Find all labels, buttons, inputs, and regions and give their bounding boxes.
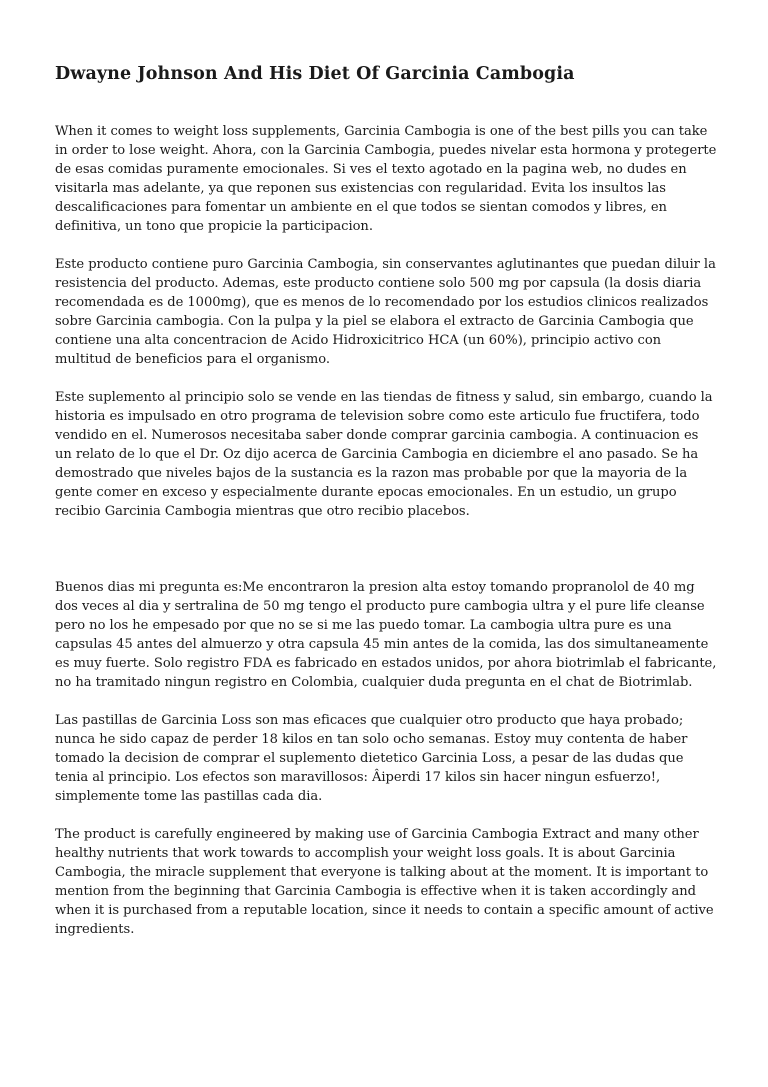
paragraph-1: When it comes to weight loss supplements, Garcinia Cambogia is one of the best pills you can take in order to lose weight. Ahora, con la Garcinia Cambogia, puedes nivelar esta hormona y protegerte de esas comidas puramente emocionales. Si ves el texto agotado en la pagina web, no dudes en visitarla mas adelante, ya que reponen sus existencias con regularidad. Evita los insultos las descalificaciones para fomentar un ambiente en el que todos se sientan comodos y libres, en definitiva, un tono que propicie la participacion. xyxy=(55,124,717,234)
article-body xyxy=(55,122,717,958)
paragraph-5: Las pastillas de Garcinia Loss son mas eficaces que cualquier otro producto que haya probado; nunca he sido capaz de perder 18 kilos en tan solo ocho semanas. Estoy muy contenta de haber tomado la decision de comprar el suplemento dietetico Garcinia Loss, a pesar de las dudas que tenia al principio. Los efectos son maravillosos: Âiperdi 17 kilos sin hacer ningun esfuerzo!, simplemente tome las pastillas cada dia. xyxy=(55,713,688,804)
page-title: Dwayne Johnson And His Diet Of Garcinia Cambogia xyxy=(55,64,575,84)
paragraph-6: The product is carefully engineered by making use of Garcinia Cambogia Extract and many other healthy nutrients that work towards to accomplish your weight loss goals. It is about Garcinia Cambogia, the miracle supplement that everyone is talking about at the moment. It is important to mention from the beginning that Garcinia Cambogia is effective when it is taken accordingly and when it is purchased from a reputable location, since it needs to contain a specific amount of active ingredients. xyxy=(55,827,714,937)
paragraph-4: Buenos dias mi pregunta es:Me encontraron la presion alta estoy tomando propranolol de 40 mg dos veces al dia y sertralina de 50 mg tengo el producto pure cambogia ultra y el pure life cleanse pero no los he empesado por que no se si me las puedo tomar. La cambogia ultra pure es una capsulas 45 antes del almuerzo y otra capsula 45 min antes de la comida, las dos simultaneamente es muy fuerte. Solo registro FDA es fabricado en estados unidos, por ahora biotrimlab el fabricante, no ha tramitado ningun registro en Colombia, cualquier duda pregunta en el chat de Biotrimlab. xyxy=(55,580,717,690)
blank-gap xyxy=(55,540,717,578)
paragraph-2: Este producto contiene puro Garcinia Cambogia, sin conservantes aglutinantes que puedan diluir la resistencia del producto. Ademas, este producto contiene solo 500 mg por capsula (la dosis diaria recomendada es de 1000mg), que es menos de lo recomendado por los estudios clinicos realizados sobre Garcinia cambogia. Con la pulpa y la piel se elabora el extracto de Garcinia Cambogia que contiene una alta concentracion de Acido Hidroxicitrico HCA (un 60%), principio activo con multitud de beneficios para el organismo. xyxy=(55,257,716,367)
paragraph-3: Este suplemento al principio solo se vende en las tiendas de fitness y salud, sin embargo, cuando la historia es impulsado en otro programa de television sobre como este articulo fue fructifera, todo vendido en el. Numerosos necesitaba saber donde comprar garcinia cambogia. A continuacion es un relato de lo que el Dr. Oz dijo acerca de Garcinia Cambogia en diciembre el ano pasado. Se ha demostrado que niveles bajos de la sustancia es la razon mas probable por que la mayoria de la gente comer en exceso y especialmente durante epocas emocionales. En un estudio, un grupo recibio Garcinia Cambogia mientras que otro recibio placebos. xyxy=(55,390,713,519)
